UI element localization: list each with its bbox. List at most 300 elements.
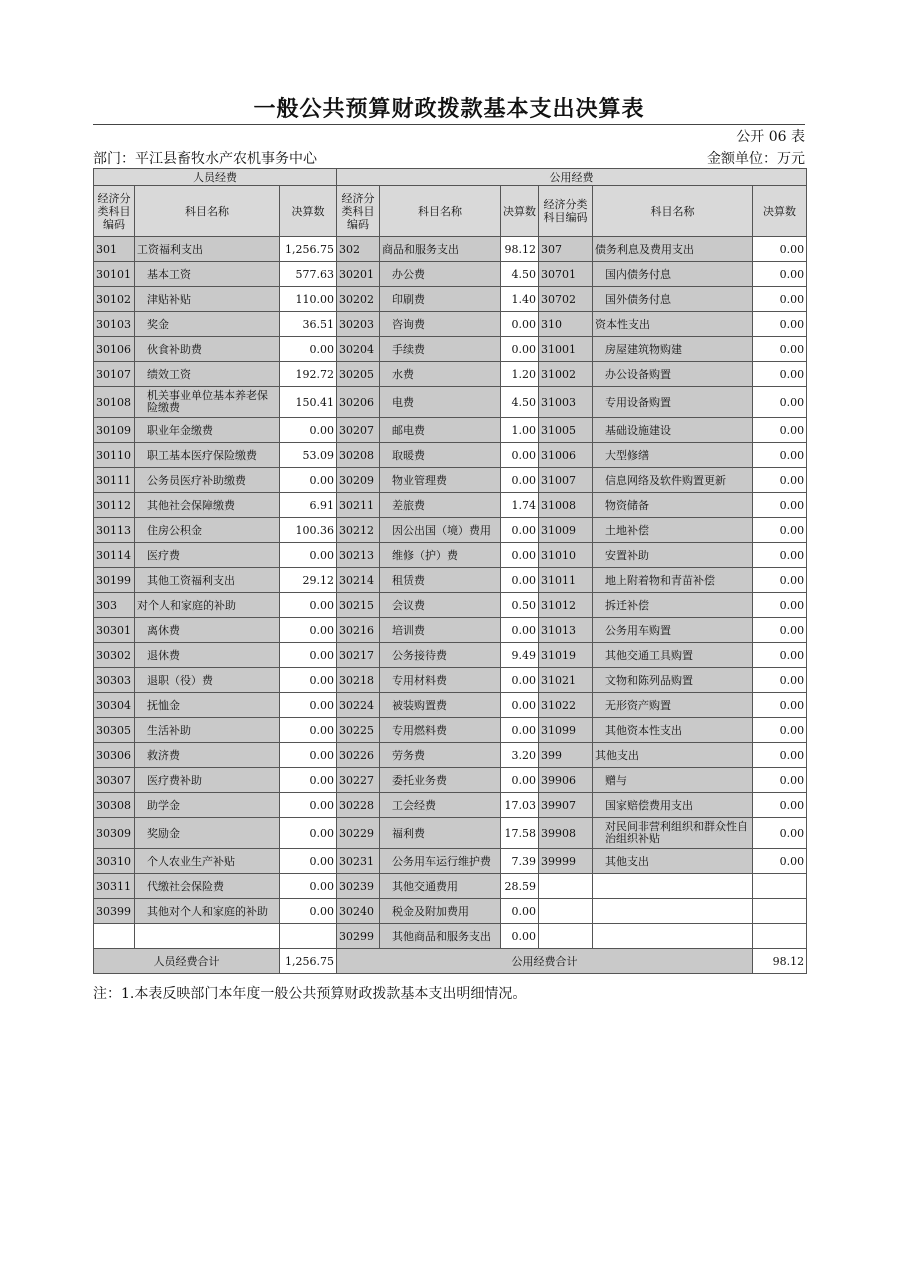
item-code: 30299 <box>337 924 380 949</box>
item-amount: 0.00 <box>501 718 539 743</box>
item-code: 30310 <box>94 849 135 874</box>
item-amount: 4.50 <box>501 387 539 418</box>
table-row <box>94 543 807 568</box>
item-code: 30107 <box>94 362 135 387</box>
item-amount: 0.00 <box>753 743 807 768</box>
table-row <box>94 618 807 643</box>
item-code: 30308 <box>94 793 135 818</box>
item-name: 基本工资 <box>135 262 280 287</box>
personnel-group-header: 人员经费 <box>94 169 337 186</box>
item-code: 30307 <box>94 768 135 793</box>
item-amount: 0.00 <box>280 874 337 899</box>
item-amount: 0.00 <box>753 543 807 568</box>
public-group-header: 公用经费 <box>337 169 807 186</box>
table-row <box>94 262 807 287</box>
item-amount: 0.50 <box>501 593 539 618</box>
table-row <box>94 312 807 337</box>
item-code: 30113 <box>94 518 135 543</box>
item-code: 31001 <box>539 337 593 362</box>
item-code: 30111 <box>94 468 135 493</box>
col-header-amount: 决算数 <box>501 186 539 237</box>
item-amount: 0.00 <box>753 418 807 443</box>
item-name: 其他工资福利支出 <box>135 568 280 593</box>
item-amount: 98.12 <box>501 237 539 262</box>
item-name: 国内债务付息 <box>593 262 753 287</box>
item-code: 301 <box>94 237 135 262</box>
item-code: 30226 <box>337 743 380 768</box>
item-code: 303 <box>94 593 135 618</box>
item-name: 公务用车运行维护费 <box>380 849 501 874</box>
item-amount: 0.00 <box>280 337 337 362</box>
item-name: 拆迁补偿 <box>593 593 753 618</box>
item-name: 国家赔偿费用支出 <box>593 793 753 818</box>
item-name: 助学金 <box>135 793 280 818</box>
item-amount: 9.49 <box>501 643 539 668</box>
item-code: 30702 <box>539 287 593 312</box>
item-amount: 0.00 <box>753 362 807 387</box>
table-row <box>94 849 807 874</box>
item-code: 30309 <box>94 818 135 849</box>
item-name: 工会经费 <box>380 793 501 818</box>
item-code: 30218 <box>337 668 380 693</box>
item-amount: 0.00 <box>753 568 807 593</box>
item-name: 专用燃料费 <box>380 718 501 743</box>
item-code: 31011 <box>539 568 593 593</box>
item-amount: 0.00 <box>753 793 807 818</box>
item-amount: 1.40 <box>501 287 539 312</box>
item-amount: 0.00 <box>753 718 807 743</box>
item-name: 其他商品和服务支出 <box>380 924 501 949</box>
item-amount: 0.00 <box>280 718 337 743</box>
item-code: 30102 <box>94 287 135 312</box>
item-amount: 0.00 <box>280 849 337 874</box>
item-name: 离休费 <box>135 618 280 643</box>
item-code: 30214 <box>337 568 380 593</box>
item-name: 住房公积金 <box>135 518 280 543</box>
item-amount: 577.63 <box>280 262 337 287</box>
item-name: 其他对个人和家庭的补助 <box>135 899 280 924</box>
item-code: 30228 <box>337 793 380 818</box>
item-code: 31006 <box>539 443 593 468</box>
item-amount: 0.00 <box>501 518 539 543</box>
item-name: 取暖费 <box>380 443 501 468</box>
table-row <box>94 362 807 387</box>
item-code: 30301 <box>94 618 135 643</box>
item-code: 30211 <box>337 493 380 518</box>
item-code: 30231 <box>337 849 380 874</box>
item-code: 30106 <box>94 337 135 362</box>
item-name: 大型修缮 <box>593 443 753 468</box>
item-code: 30206 <box>337 387 380 418</box>
table-row <box>94 593 807 618</box>
item-name: 公务员医疗补助缴费 <box>135 468 280 493</box>
item-code: 30201 <box>337 262 380 287</box>
item-amount: 0.00 <box>280 693 337 718</box>
item-code: 30701 <box>539 262 593 287</box>
item-code: 31005 <box>539 418 593 443</box>
item-code: 310 <box>539 312 593 337</box>
item-amount: 0.00 <box>753 849 807 874</box>
item-name: 电费 <box>380 387 501 418</box>
item-code: 30108 <box>94 387 135 418</box>
item-name <box>593 874 753 899</box>
item-code: 30216 <box>337 618 380 643</box>
table-row <box>94 818 807 849</box>
item-name: 其他社会保障缴费 <box>135 493 280 518</box>
item-amount: 0.00 <box>753 818 807 849</box>
item-code: 30205 <box>337 362 380 387</box>
item-amount: 1,256.75 <box>280 237 337 262</box>
item-name: 职工基本医疗保险缴费 <box>135 443 280 468</box>
table-row <box>94 668 807 693</box>
column-header-row <box>94 186 807 237</box>
item-name: 退职（役）费 <box>135 668 280 693</box>
item-code: 30227 <box>337 768 380 793</box>
item-name: 对个人和家庭的补助 <box>135 593 280 618</box>
item-amount: 0.00 <box>280 793 337 818</box>
table-row <box>94 237 807 262</box>
table-row <box>94 468 807 493</box>
item-name: 水费 <box>380 362 501 387</box>
item-amount: 6.91 <box>280 493 337 518</box>
item-code: 30306 <box>94 743 135 768</box>
item-code: 30110 <box>94 443 135 468</box>
item-name: 培训费 <box>380 618 501 643</box>
item-name: 因公出国（境）费用 <box>380 518 501 543</box>
item-code: 31021 <box>539 668 593 693</box>
item-code: 399 <box>539 743 593 768</box>
item-name: 救济费 <box>135 743 280 768</box>
title-divider <box>93 124 805 125</box>
item-name: 被装购置费 <box>380 693 501 718</box>
item-name: 维修（护）费 <box>380 543 501 568</box>
item-code: 30203 <box>337 312 380 337</box>
item-name: 资本性支出 <box>593 312 753 337</box>
table-row <box>94 287 807 312</box>
item-amount: 0.00 <box>501 768 539 793</box>
item-code: 30114 <box>94 543 135 568</box>
item-amount: 0.00 <box>753 468 807 493</box>
item-name: 赠与 <box>593 768 753 793</box>
item-amount: 0.00 <box>753 668 807 693</box>
item-name: 房屋建筑物购建 <box>593 337 753 362</box>
item-name: 办公设备购置 <box>593 362 753 387</box>
item-amount: 28.59 <box>501 874 539 899</box>
item-amount: 0.00 <box>753 312 807 337</box>
item-code: 31099 <box>539 718 593 743</box>
item-name: 抚恤金 <box>135 693 280 718</box>
item-code: 31019 <box>539 643 593 668</box>
item-amount <box>753 924 807 949</box>
item-name: 公务用车购置 <box>593 618 753 643</box>
item-amount: 150.41 <box>280 387 337 418</box>
item-name: 奖励金 <box>135 818 280 849</box>
item-code: 30207 <box>337 418 380 443</box>
item-code: 30202 <box>337 287 380 312</box>
item-amount: 0.00 <box>501 899 539 924</box>
item-name: 办公费 <box>380 262 501 287</box>
item-code: 31002 <box>539 362 593 387</box>
item-amount: 0.00 <box>501 543 539 568</box>
item-amount: 110.00 <box>280 287 337 312</box>
item-code: 30208 <box>337 443 380 468</box>
item-name: 物资储备 <box>593 493 753 518</box>
item-amount: 36.51 <box>280 312 337 337</box>
item-name: 土地补偿 <box>593 518 753 543</box>
item-name: 其他交通费用 <box>380 874 501 899</box>
item-name: 地上附着物和青苗补偿 <box>593 568 753 593</box>
item-code: 30215 <box>337 593 380 618</box>
item-name: 伙食补助费 <box>135 337 280 362</box>
item-code: 31012 <box>539 593 593 618</box>
table-row <box>94 874 807 899</box>
item-name: 国外债务付息 <box>593 287 753 312</box>
personnel-total-amount: 1,256.75 <box>280 949 337 974</box>
item-name: 差旅费 <box>380 493 501 518</box>
item-name: 安置补助 <box>593 543 753 568</box>
table-row <box>94 643 807 668</box>
table-row <box>94 718 807 743</box>
item-code <box>539 924 593 949</box>
item-code: 39908 <box>539 818 593 849</box>
col-header-name: 科目名称 <box>135 186 280 237</box>
item-name: 物业管理费 <box>380 468 501 493</box>
table-row <box>94 693 807 718</box>
item-code: 30217 <box>337 643 380 668</box>
item-code: 31008 <box>539 493 593 518</box>
item-name: 绩效工资 <box>135 362 280 387</box>
item-name: 专用设备购置 <box>593 387 753 418</box>
item-name: 其他交通工具购置 <box>593 643 753 668</box>
table-row <box>94 337 807 362</box>
item-code: 30103 <box>94 312 135 337</box>
item-name: 工资福利支出 <box>135 237 280 262</box>
item-code: 30109 <box>94 418 135 443</box>
item-name: 无形资产购置 <box>593 693 753 718</box>
item-name: 文物和陈列品购置 <box>593 668 753 693</box>
item-name: 商品和服务支出 <box>380 237 501 262</box>
item-code: 30213 <box>337 543 380 568</box>
item-amount: 7.39 <box>501 849 539 874</box>
item-amount: 1.00 <box>501 418 539 443</box>
item-code: 30209 <box>337 468 380 493</box>
item-name: 个人农业生产补贴 <box>135 849 280 874</box>
table-row <box>94 443 807 468</box>
item-name: 其他资本性支出 <box>593 718 753 743</box>
item-name: 对民间非营利组织和群众性自治组织补贴 <box>593 818 753 849</box>
col-header-amount: 决算数 <box>280 186 337 237</box>
table-row <box>94 418 807 443</box>
item-name: 其他支出 <box>593 849 753 874</box>
item-amount: 3.20 <box>501 743 539 768</box>
footnote: 注：1.本表反映部门本年度一般公共预算财政拨款基本支出明细情况。 <box>93 986 527 1002</box>
item-code: 31009 <box>539 518 593 543</box>
item-amount: 0.00 <box>280 899 337 924</box>
item-code: 30305 <box>94 718 135 743</box>
item-code: 30112 <box>94 493 135 518</box>
item-code: 30239 <box>337 874 380 899</box>
item-amount: 0.00 <box>280 668 337 693</box>
item-code: 31013 <box>539 618 593 643</box>
item-name: 职业年金缴费 <box>135 418 280 443</box>
item-code: 30303 <box>94 668 135 693</box>
item-code: 30240 <box>337 899 380 924</box>
item-amount: 0.00 <box>280 418 337 443</box>
item-name: 医疗费补助 <box>135 768 280 793</box>
item-code <box>94 924 135 949</box>
item-amount: 0.00 <box>501 693 539 718</box>
item-name: 机关事业单位基本养老保险缴费 <box>135 387 280 418</box>
item-amount: 53.09 <box>280 443 337 468</box>
item-code: 30225 <box>337 718 380 743</box>
table-row <box>94 518 807 543</box>
item-amount: 1.20 <box>501 362 539 387</box>
item-amount: 0.00 <box>753 693 807 718</box>
item-amount: 0.00 <box>501 312 539 337</box>
item-amount <box>753 874 807 899</box>
item-code: 31022 <box>539 693 593 718</box>
table-row <box>94 793 807 818</box>
item-name: 医疗费 <box>135 543 280 568</box>
item-name: 津贴补贴 <box>135 287 280 312</box>
item-name: 奖金 <box>135 312 280 337</box>
table-row <box>94 568 807 593</box>
item-code: 39907 <box>539 793 593 818</box>
table-row <box>94 924 807 949</box>
item-amount: 0.00 <box>753 643 807 668</box>
item-code: 30204 <box>337 337 380 362</box>
item-name: 会议费 <box>380 593 501 618</box>
item-code: 30311 <box>94 874 135 899</box>
item-amount: 0.00 <box>753 593 807 618</box>
item-code: 30304 <box>94 693 135 718</box>
item-amount: 0.00 <box>280 818 337 849</box>
item-amount: 0.00 <box>753 443 807 468</box>
item-amount: 0.00 <box>280 468 337 493</box>
item-name: 债务利息及费用支出 <box>593 237 753 262</box>
item-name: 基础设施建设 <box>593 418 753 443</box>
item-code: 302 <box>337 237 380 262</box>
item-amount: 0.00 <box>501 443 539 468</box>
item-amount: 0.00 <box>753 618 807 643</box>
item-amount: 192.72 <box>280 362 337 387</box>
item-code: 30229 <box>337 818 380 849</box>
item-code: 30101 <box>94 262 135 287</box>
item-name: 其他支出 <box>593 743 753 768</box>
item-name: 手续费 <box>380 337 501 362</box>
item-name: 福利费 <box>380 818 501 849</box>
amount-unit: 金额单位：万元 <box>707 151 805 167</box>
item-amount: 0.00 <box>501 337 539 362</box>
item-code <box>539 874 593 899</box>
item-name: 税金及附加费用 <box>380 899 501 924</box>
item-amount: 0.00 <box>753 493 807 518</box>
item-amount: 0.00 <box>753 768 807 793</box>
item-amount: 100.36 <box>280 518 337 543</box>
item-code: 31010 <box>539 543 593 568</box>
item-name: 退休费 <box>135 643 280 668</box>
table-row <box>94 899 807 924</box>
col-header-name: 科目名称 <box>380 186 501 237</box>
item-code: 30224 <box>337 693 380 718</box>
item-name: 专用材料费 <box>380 668 501 693</box>
page-title: 一般公共预算财政拨款基本支出决算表 <box>253 97 645 122</box>
item-amount: 0.00 <box>280 593 337 618</box>
item-amount: 0.00 <box>501 924 539 949</box>
item-amount <box>280 924 337 949</box>
item-name: 咨询费 <box>380 312 501 337</box>
item-name <box>593 924 753 949</box>
item-amount: 0.00 <box>753 337 807 362</box>
item-code: 39999 <box>539 849 593 874</box>
item-amount: 17.58 <box>501 818 539 849</box>
item-code: 30399 <box>94 899 135 924</box>
expenditure-table <box>93 168 807 974</box>
item-amount <box>753 899 807 924</box>
department-label: 部门：平江县畜牧水产农机事务中心 <box>93 151 317 167</box>
col-header-amount: 决算数 <box>753 186 807 237</box>
public-total-label: 公用经费合计 <box>337 949 753 974</box>
item-name: 生活补助 <box>135 718 280 743</box>
item-amount: 17.03 <box>501 793 539 818</box>
item-amount: 0.00 <box>501 618 539 643</box>
item-amount: 0.00 <box>280 743 337 768</box>
item-name <box>593 899 753 924</box>
item-amount: 0.00 <box>280 543 337 568</box>
item-name: 劳务费 <box>380 743 501 768</box>
table-row <box>94 493 807 518</box>
item-amount: 0.00 <box>501 668 539 693</box>
personnel-total-label: 人员经费合计 <box>94 949 280 974</box>
item-name: 委托业务费 <box>380 768 501 793</box>
group-header-row <box>94 169 807 186</box>
item-amount: 4.50 <box>501 262 539 287</box>
item-name: 代缴社会保险费 <box>135 874 280 899</box>
item-name: 印刷费 <box>380 287 501 312</box>
item-code: 307 <box>539 237 593 262</box>
item-code: 30302 <box>94 643 135 668</box>
item-amount: 0.00 <box>280 618 337 643</box>
public-total-amount: 98.12 <box>753 949 807 974</box>
totals-row <box>94 949 807 974</box>
item-code <box>539 899 593 924</box>
item-code: 39906 <box>539 768 593 793</box>
table-row <box>94 768 807 793</box>
item-amount: 0.00 <box>753 237 807 262</box>
item-name: 邮电费 <box>380 418 501 443</box>
item-amount: 0.00 <box>753 518 807 543</box>
item-name: 信息网络及软件购置更新 <box>593 468 753 493</box>
item-amount: 0.00 <box>501 468 539 493</box>
item-amount: 0.00 <box>280 643 337 668</box>
item-amount: 0.00 <box>753 262 807 287</box>
table-row <box>94 387 807 418</box>
item-amount: 0.00 <box>753 287 807 312</box>
item-code: 31007 <box>539 468 593 493</box>
item-amount: 0.00 <box>753 387 807 418</box>
item-amount: 0.00 <box>280 768 337 793</box>
item-amount: 0.00 <box>501 568 539 593</box>
item-code: 30212 <box>337 518 380 543</box>
col-header-code: 经济分类科目编码 <box>539 186 593 237</box>
col-header-code: 经济分类科目编码 <box>337 186 380 237</box>
item-code: 31003 <box>539 387 593 418</box>
form-number: 公开 06 表 <box>736 129 805 145</box>
item-amount: 1.74 <box>501 493 539 518</box>
table-row <box>94 743 807 768</box>
item-name: 租赁费 <box>380 568 501 593</box>
item-code: 30199 <box>94 568 135 593</box>
